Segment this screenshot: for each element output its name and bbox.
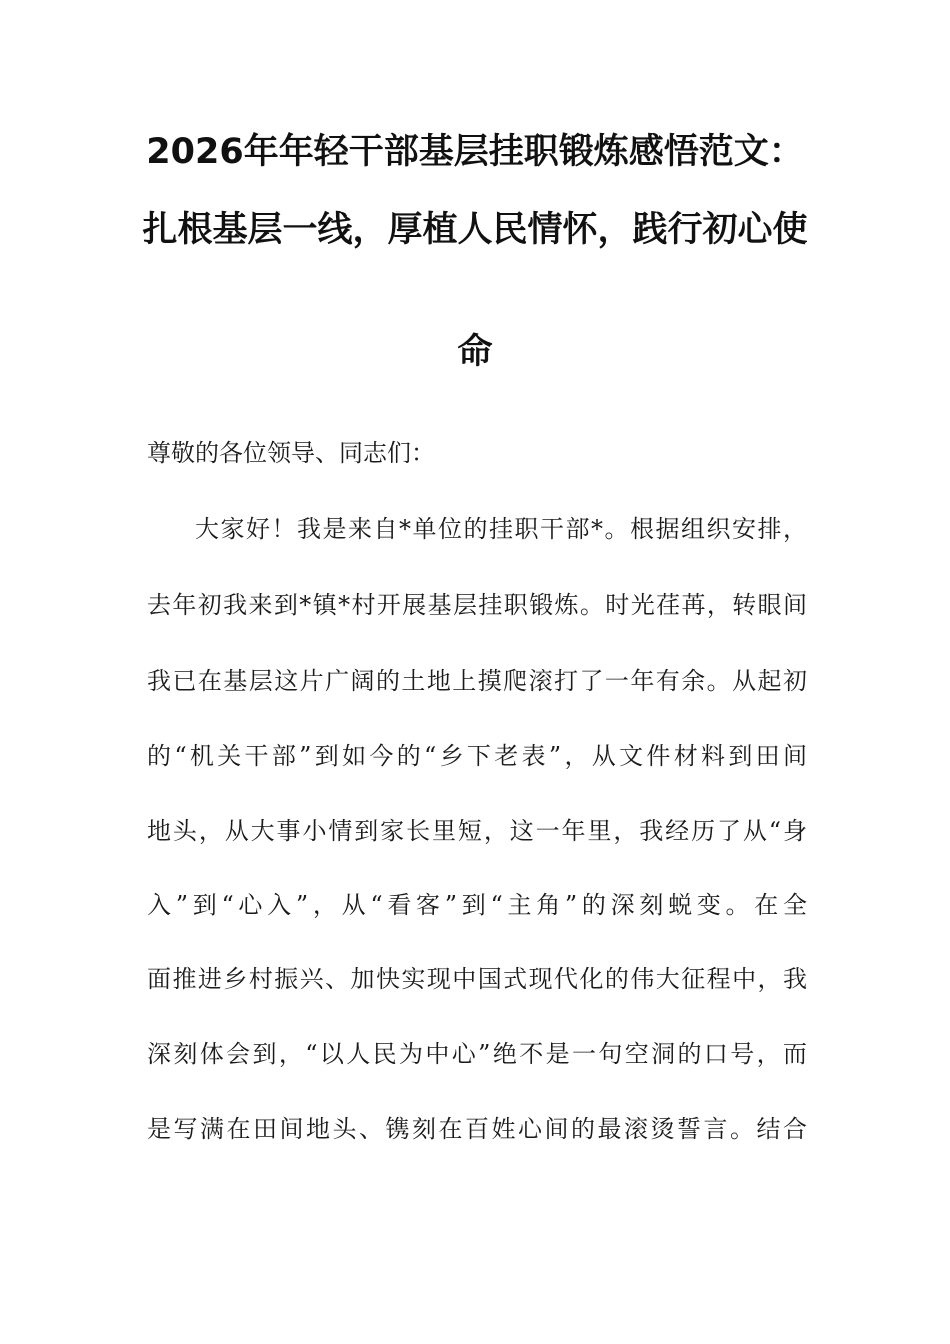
paragraph-line-2: 去年初我来到*镇*村开展基层挂职锻炼。时光荏苒，转眼间 (147, 591, 807, 619)
document-title-line-2: 扎根基层一线，厚植人民情怀，践行初心使 (142, 210, 808, 250)
paragraph-line-9: 是写满在田间地头、镌刻在百姓心间的最滚烫誓言。结合 (147, 1115, 807, 1143)
paragraph-line-8: 深刻体会到，“以人民为中心”绝不是一句空洞的口号，而 (147, 1040, 807, 1068)
paragraph-line-5: 地头，从大事小情到家长里短，这一年里，我经历了从“身 (147, 817, 807, 845)
paragraph-line-3: 我已在基层这片广阔的土地上摸爬滚打了一年有余。从起初 (147, 667, 807, 695)
paragraph-line-4: 的“机关干部”到如今的“乡下老表”，从文件材料到田间 (147, 742, 807, 770)
paragraph-line-7: 面推进乡村振兴、加快实现中国式现代化的伟大征程中，我 (147, 965, 807, 993)
paragraph-line-1: 大家好！我是来自*单位的挂职干部*。根据组织安排， (195, 515, 807, 543)
document-title-line-3: 命 (457, 332, 493, 372)
document-title-line-1: 2026年年轻干部基层挂职锻炼感悟范文： (146, 132, 804, 172)
paragraph-line-6: 入”到“心入”，从“看客”到“主角”的深刻蜕变。在全 (147, 891, 807, 919)
salutation: 尊敬的各位领导、同志们： (147, 439, 435, 467)
